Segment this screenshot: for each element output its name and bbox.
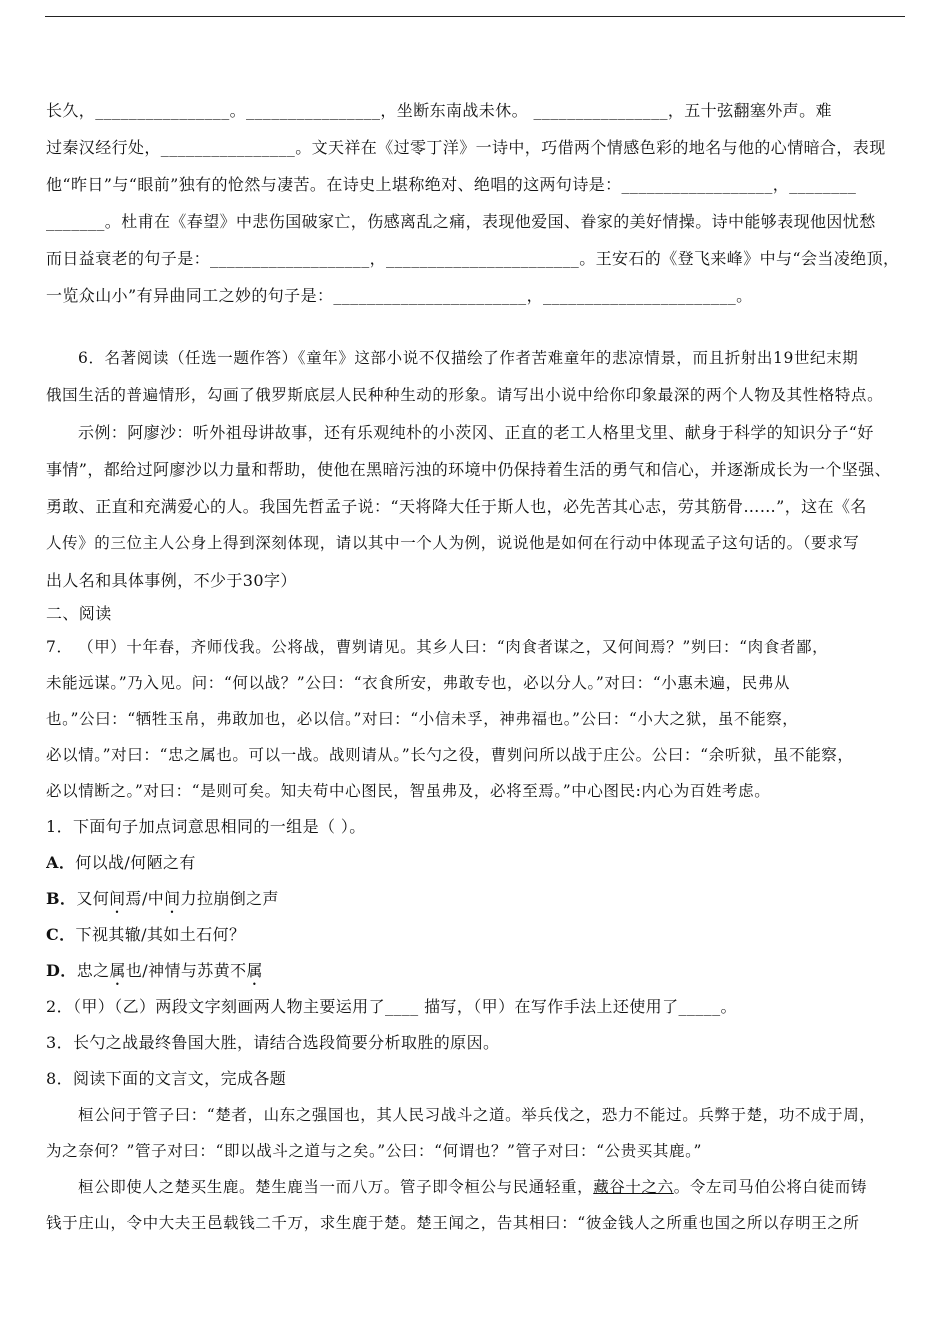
emphasized-word: 间 [109,889,126,908]
text-line: 勇敢、正直和充满爱心的人。我国先哲孟子说：“天将降大任于斯人也，必先苦其心志，劳其筋骨……”，这在《名 [46,497,867,516]
text-span: 。令左司马伯公将白徒而铸 [673,1178,867,1196]
text-line: 事情”，都给过阿廖沙以力量和帮助，使他在黑暗污浊的环境中仍保持着生活的勇气和信心，并逐渐成长为一个坚强、 [46,460,891,479]
option-a [46,845,906,881]
text-line: 示例：阿廖沙：听外祖母讲故事，还有乐观纯朴的小茨冈、正直的老工人格里戈里、献身于科学的知识分子“好 [78,423,874,442]
option-c [46,917,906,953]
option-label: B． [46,889,77,908]
question-6 [46,340,906,599]
emphasized-word: 间 [164,889,181,908]
option-label: C． [46,925,76,944]
option-text: 力拉崩倒之声 [180,889,279,908]
emphasized-word: 属 [246,961,263,980]
option-text: 忠之 [76,961,110,980]
option-text: 下视其辙/其如土石何？ [75,925,246,944]
section-heading: 二、阅读 [46,604,112,623]
question-7 [46,629,906,1061]
option-b [46,881,906,917]
text-line: 桓公问于管子曰：“楚者，山东之强国也，其人民习战斗之道。举兵伐之，恐力不能过。兵弊于楚，功不成于周， [78,1106,876,1124]
header-rule [45,16,905,17]
question-8 [46,1061,906,1241]
text-line: 过秦汉经行处，________________。文天祥在《过零丁洋》一诗中，巧借两个情感色彩的地名与他的心情暗合，表现 [46,138,886,157]
option-d [46,953,906,989]
subquestion-3: 3．长勺之战最终鲁国大胜，请结合选段简要分析取胜的原因。 [46,1033,500,1052]
question-title: 8．阅读下面的文言文，完成各题 [46,1069,287,1088]
text-line [46,1169,906,1205]
emphasized-word: 属 [109,961,126,980]
text-line: 为之奈何？”管子对曰：“即以战斗之道与之矣。”公曰：“何谓也？”管子对曰：“公贵买其鹿。” [46,1142,702,1160]
text-line: 也。”公曰：“牺牲玉帛，弗敢加也，必以信。”对曰：“小信未孚，神弗福也。”公曰：“小大之狱，虽不能察， [46,710,799,728]
text-line: 而日益衰老的句子是：___________________，_______________________。王安石的《登飞来峰》中与“会当凌绝顶， [46,249,900,268]
option-text: 焉/中 [125,889,165,908]
option-text: 又何 [76,889,110,908]
option-text: 也/神情与苏黄不 [125,961,247,980]
text-line: 一览众山小”有异曲同工之妙的句子是：_______________________，_______________________。 [46,286,753,305]
text-line: 未能远谋。”乃入见。问：“何以战？”公曰：“衣食所安，弗敢专也，必以分人。”对曰：“小惠未遍，民弗从 [46,674,791,692]
underlined-phrase: 藏谷十之六 [593,1178,674,1196]
document-body [46,92,906,1241]
text-line: 出人名和具体事例，不少于30字） [46,571,297,590]
text-line: _______。杜甫在《春望》中悲伤国破家亡，伤感离乱之痛，表现他爱国、眷家的美好情操。诗中能够表现他因忧愁 [46,212,876,231]
text-line: 俄国生活的普遍情形，勾画了俄罗斯底层人民种种生动的形象。请写出小说中给你印象最深的两个人物及其性格特点。 [46,386,884,404]
option-text: 何以战/何陋之有 [75,853,196,872]
text-line: 他“昨日”与“眼前”独有的怆然与凄苦。在诗史上堪称绝对、绝唱的这两句诗是：__________________，________ [46,175,857,194]
option-label: D． [46,961,77,980]
text-line: 必以情断之。”对曰：“是则可矣。知夫苟中心图民，智虽弗及，必将至焉。”中心图民:内心为百姓考虑。 [46,782,771,800]
subquestion-1: 1．下面句子加点词意思相同的一组是（ ）。 [46,817,366,836]
text-line: 人传》的三位主人公身上得到深刻体现，请以其中一个人为例，说说他是如何在行动中体现孟子这句话的。（要求写 [46,534,860,552]
text-line: 长久，________________。________________，坐断东南战未休。 ________________，五十弦翻塞外声。难 [46,101,832,120]
text-line: 必以情。”对曰：“忠之属也。可以一战。战则请从。”长勺之役，曹刿问所以战于庄公。公曰：“余听狱，虽不能察， [46,746,854,764]
text-line: 6．名著阅读（任选一题作答）《童年》这部小说不仅描绘了作者苦难童年的悲凉情景，而且折射出19世纪末期 [78,349,859,367]
text-line: 钱于庄山，令中大夫王邑载钱二千万，求生鹿于楚。楚王闻之，告其相曰：“彼金钱人之所重也国之所以存明王之所 [46,1214,860,1232]
poetry-fill-section [46,92,906,314]
option-label: A． [46,853,76,872]
subquestion-2: 2．（甲）（乙）两段文字刻画两人物主要运用了____ 描写，（甲）在写作手法上还使用了_____。 [46,997,737,1016]
text-line: 7． （甲）十年春，齐师伐我。公将战，曹刿请见。其乡人曰：“肉食者谋之，又何间焉？”刿曰：“肉食者鄙， [46,638,829,656]
text-span: 桓公即使人之楚买生鹿。楚生鹿当一而八万。管子即令桓公与民通轻重， [78,1178,594,1196]
